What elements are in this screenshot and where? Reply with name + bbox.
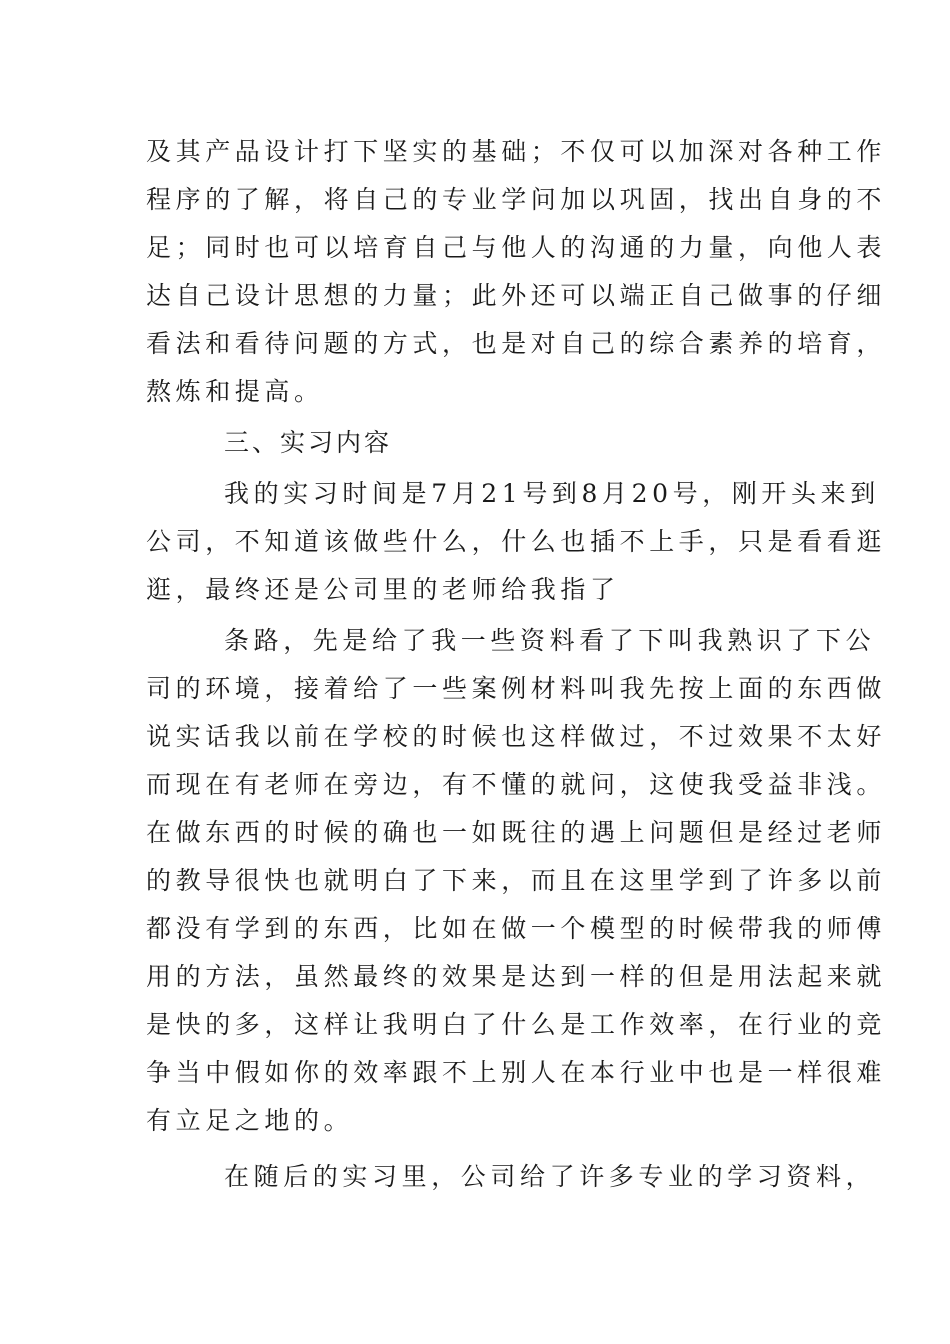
paragraph-2	[146, 470, 887, 614]
paragraph-line: 争当中假如你的效率跟不上别人在本行业中也是一样很难	[146, 1058, 887, 1087]
paragraph-line: 我的实习时间是7月21号到8月20号，刚开头来到	[224, 479, 880, 508]
paragraph-line: 都没有学到的东西，比如在做一个模型的时候带我的师傅	[146, 914, 887, 943]
paragraph-3	[146, 617, 887, 1145]
paragraph-line: 说实话我以前在学校的时候也这样做过，不过效果不太好	[146, 722, 887, 751]
paragraph-line: 达自己设计思想的力量；此外还可以端正自己做事的仔细	[146, 281, 887, 310]
paragraph-line: 的教导很快也就明白了下来，而且在这里学到了许多以前	[146, 866, 887, 895]
document-body	[146, 128, 887, 1201]
paragraph-1	[146, 128, 887, 416]
paragraph-line: 足；同时也可以培育自己与他人的沟通的力量，向他人表	[146, 233, 887, 262]
paragraph-line: 逛，最终还是公司里的老师给我指了	[146, 575, 620, 604]
paragraph-line: 在随后的实习里，公司给了许多专业的学习资料，	[224, 1162, 876, 1191]
paragraph-line: 在做东西的时候的确也一如既往的遇上问题但是经过老师	[146, 818, 887, 847]
paragraph-line: 熬炼和提高。	[146, 377, 324, 406]
paragraph-line: 公司，不知道该做些什么，什么也插不上手，只是看看逛	[146, 527, 887, 556]
section-heading: 三、实习内容	[224, 428, 393, 457]
paragraph-line: 有立足之地的。	[146, 1106, 354, 1135]
paragraph-line: 用的方法，虽然最终的效果是达到一样的但是用法起来就	[146, 962, 887, 991]
paragraph-line: 司的环境，接着给了一些案例材料叫我先按上面的东西做	[146, 674, 887, 703]
paragraph-line: 条路，先是给了我一些资料看了下叫我熟识了下公	[224, 626, 876, 655]
paragraph-line: 是快的多，这样让我明白了什么是工作效率，在行业的竞	[146, 1010, 887, 1039]
paragraph-line: 程序的了解，将自己的专业学问加以巩固，找出自身的不	[146, 185, 887, 214]
paragraph-line: 看法和看待问题的方式，也是对自己的综合素养的培育，	[146, 329, 887, 358]
paragraph-line: 而现在有老师在旁边，有不懂的就问，这使我受益非浅。	[146, 770, 887, 799]
paragraph-4	[146, 1153, 876, 1201]
paragraph-line: 及其产品设计打下坚实的基础；不仅可以加深对各种工作	[146, 137, 887, 166]
